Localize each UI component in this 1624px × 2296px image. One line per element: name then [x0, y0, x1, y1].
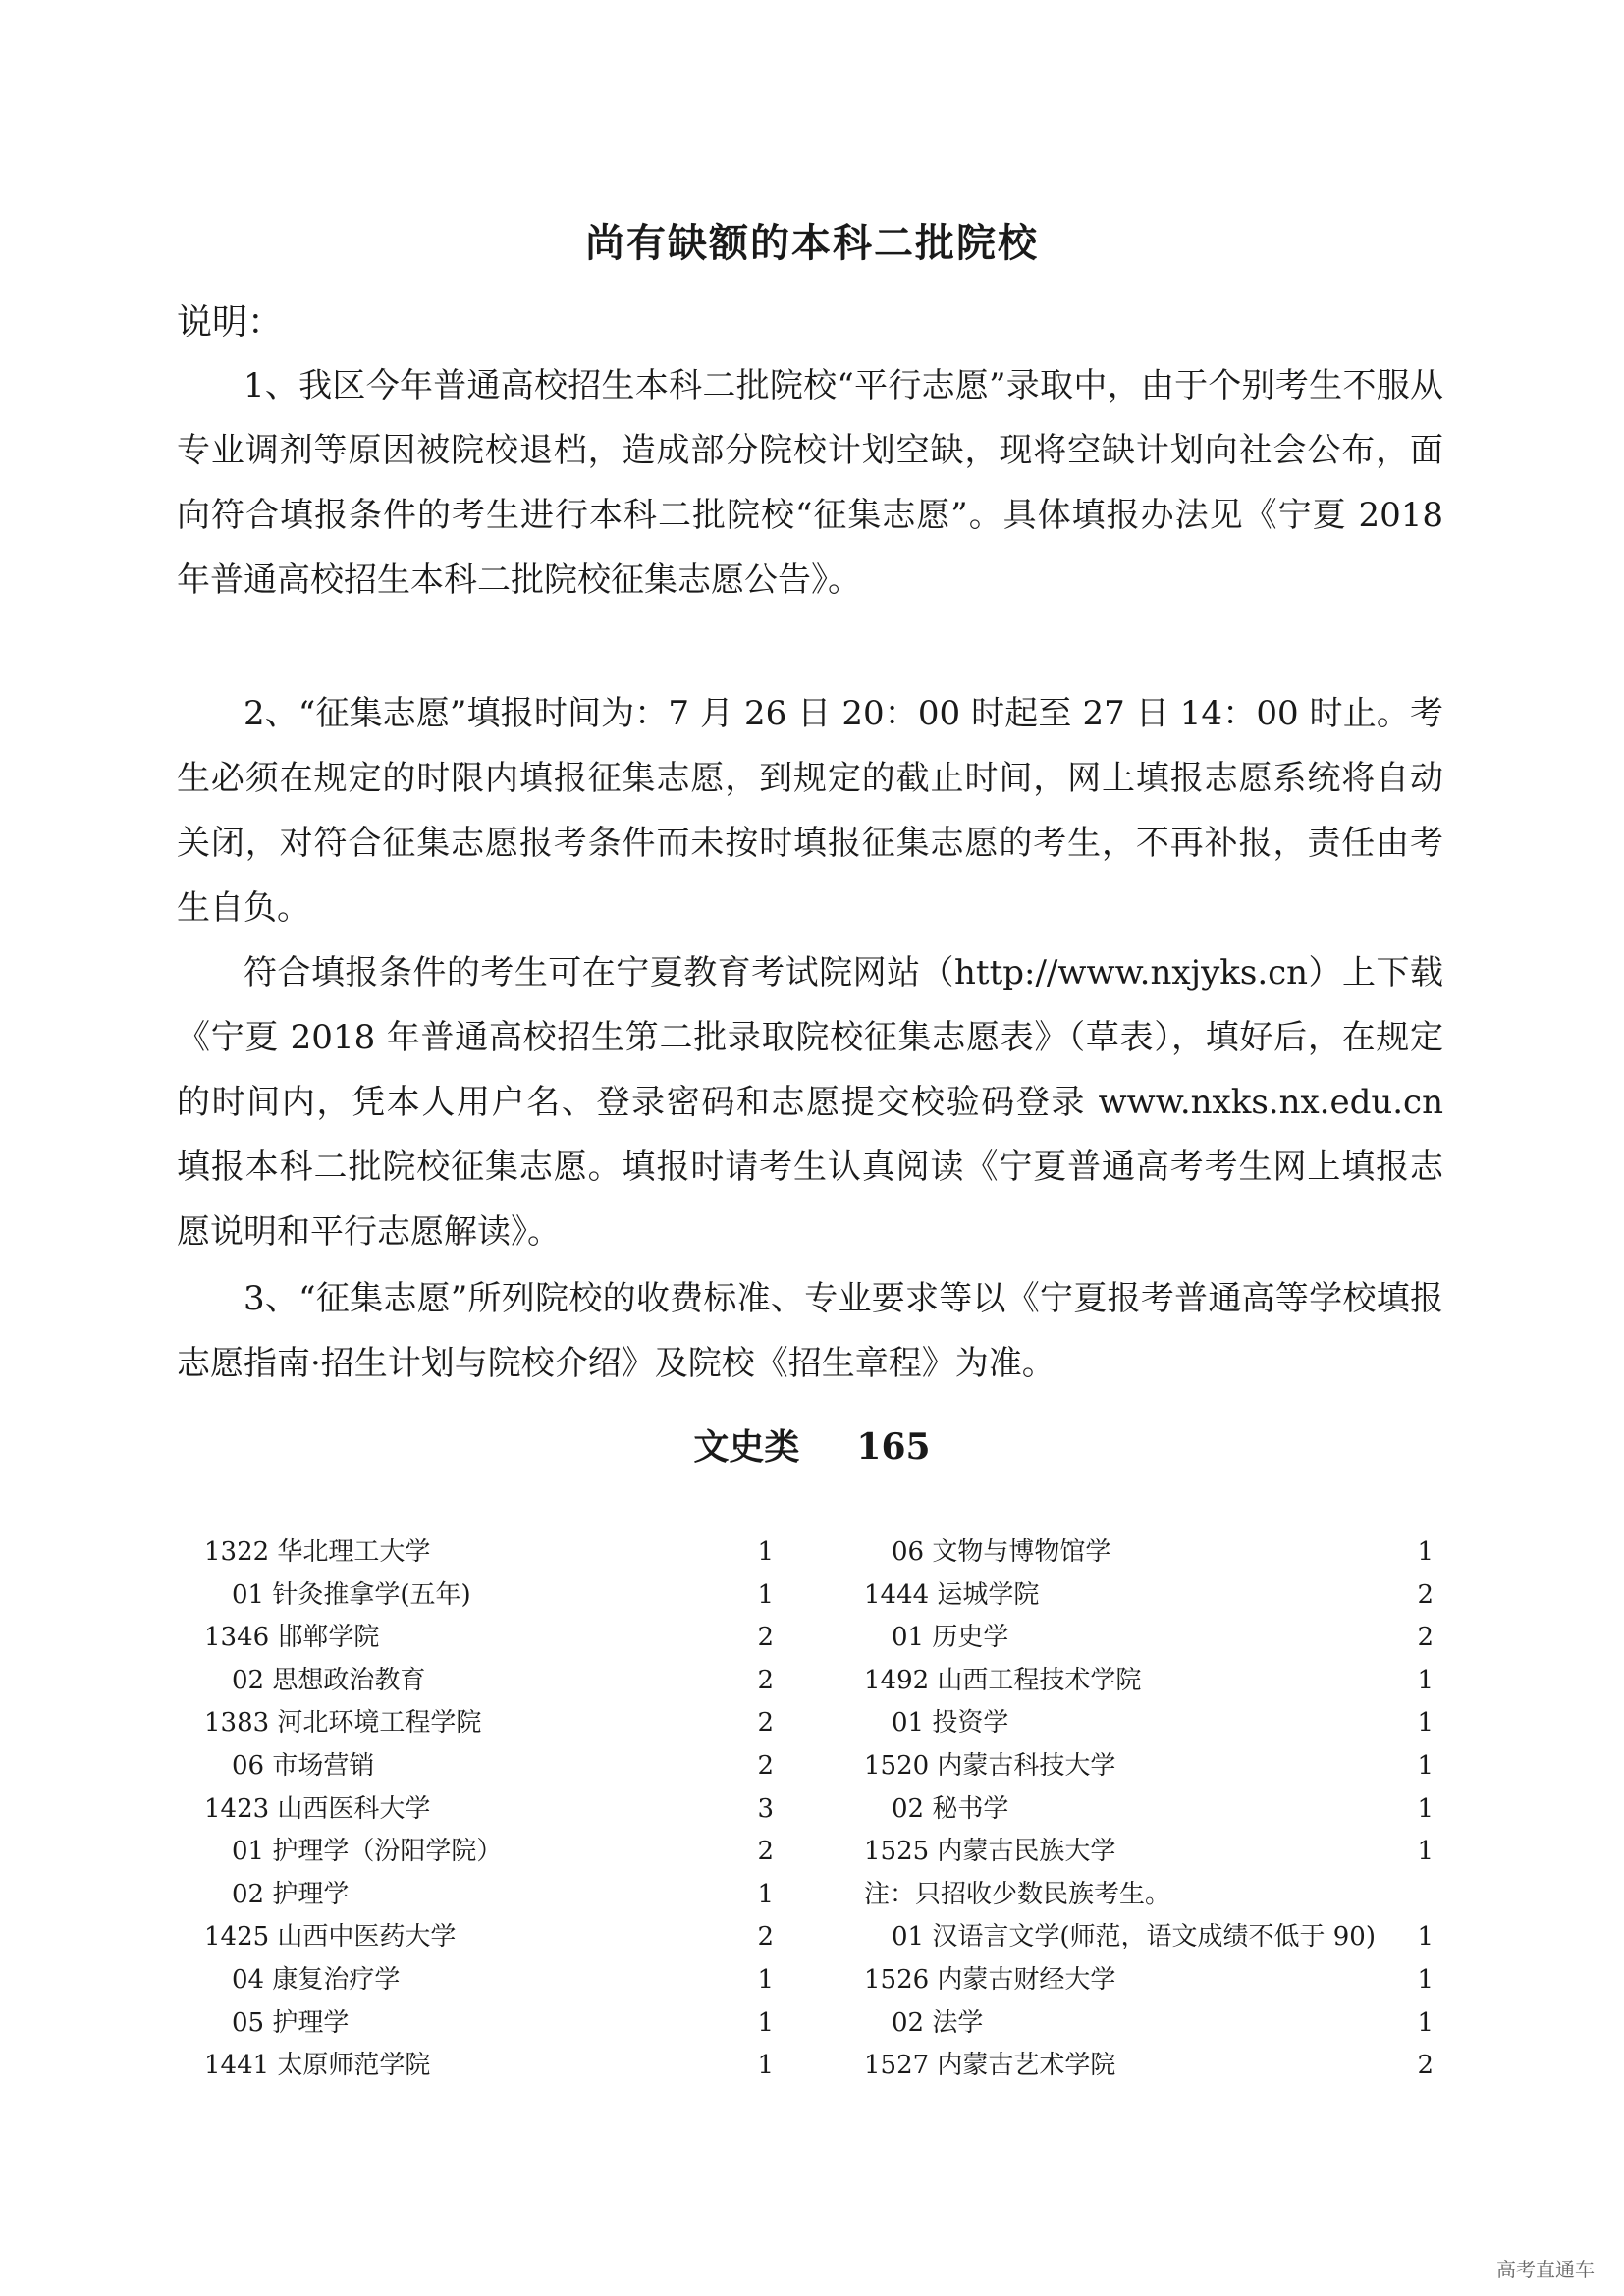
list-item — [864, 1702, 1434, 1745]
list-item-name: 02 法学 — [892, 2007, 984, 2038]
list-item — [864, 1831, 1434, 1874]
list-item — [864, 1531, 1434, 1575]
list-item-count: 3 — [757, 1793, 774, 1824]
category-heading — [0, 1419, 1624, 1469]
list-item — [204, 1959, 774, 2002]
list-item-name: 02 护理学 — [232, 1879, 350, 1909]
list-item-name: 1525 内蒙古民族大学 — [864, 1837, 1116, 1867]
list-item-count: 1 — [1417, 2007, 1434, 2038]
list-item-name: 01 历史学 — [892, 1623, 1009, 1653]
list-item-name: 01 针灸推拿学(五年) — [232, 1579, 471, 1610]
list-item — [864, 1789, 1434, 1832]
list-item-count: 1 — [1417, 1964, 1434, 1995]
list-item-name: 04 康复治疗学 — [232, 1964, 401, 1995]
paragraph-3: 符合填报条件的考生可在宁夏教育考试院网站（http://www.nxjyks.cn）上下载《宁夏 2018 年普通高校招生第二批录取院校征集志愿表》（草表），填好后，在规定的时间内，凭本人用户名、登录密码和志愿提交校验码登录 www.nxks.nx.edu.cn 填报本科二批院校征集志愿。填报时请考生认真阅读《宁夏普通高考考生网上填报志愿说明和平行志愿解读》。 — [177, 953, 1443, 1252]
list-item-count: 1 — [757, 1879, 774, 1909]
paragraph-4: 3、“征集志愿”所列院校的收费标准、专业要求等以《宁夏报考普通高等学校填报志愿指南·招生计划与院校介绍》及院校《招生章程》为准。 — [177, 1279, 1443, 1383]
list-item-name: 1322 华北理工大学 — [204, 1537, 431, 1567]
list-item-count: 1 — [757, 1537, 774, 1567]
list-item-name: 1383 河北环境工程学院 — [204, 1708, 482, 1738]
list-item — [204, 1702, 774, 1745]
list-item-name: 1444 运城学院 — [864, 1579, 1040, 1610]
list-item-count: 1 — [1417, 1837, 1434, 1867]
list-item — [204, 1745, 774, 1789]
list-item-name: 01 汉语言文学(师范，语文成绩不低于 90) — [892, 1922, 1376, 1952]
list-item-name: 01 投资学 — [892, 1708, 1009, 1738]
page-title: 尚有缺额的本科二批院校 — [585, 220, 1039, 266]
list-item — [204, 2002, 774, 2046]
list-item-count: 1 — [1417, 1537, 1434, 1567]
list-item-name: 1423 山西医科大学 — [204, 1793, 431, 1824]
left-column-list — [204, 1531, 774, 2088]
list-item — [204, 1916, 774, 1959]
list-item-count: 2 — [757, 1837, 774, 1867]
list-item — [864, 1575, 1434, 1618]
category-name: 文史类 — [693, 1426, 800, 1468]
list-item — [864, 1745, 1434, 1789]
list-item — [204, 1575, 774, 1618]
list-item-name: 1425 山西中医药大学 — [204, 1922, 457, 1952]
list-item — [864, 1916, 1434, 1959]
list-item-count: 2 — [1417, 1623, 1434, 1653]
list-item-count: 2 — [1417, 1579, 1434, 1610]
right-column-list — [864, 1531, 1434, 2088]
paragraph-1: 1、我区今年普通高校招生本科二批院校“平行志愿”录取中，由于个别考生不服从专业调剂等原因被院校退档，造成部分院校计划空缺，现将空缺计划向社会公布，面向符合填报条件的考生进行本科二批院校“征集志愿”。具体填报办法见《宁夏 2018 年普通高校招生本科二批院校征集志愿公告》。 — [177, 366, 1443, 600]
list-item-name: 1527 内蒙古艺术学院 — [864, 2051, 1116, 2081]
list-item-name: 1441 太原师范学院 — [204, 2051, 431, 2081]
list-item — [864, 1660, 1434, 1703]
list-item-count: 1 — [757, 2051, 774, 2081]
list-item-name: 1526 内蒙古财经大学 — [864, 1964, 1116, 1995]
list-item-name: 注：只招收少数民族考生。 — [864, 1879, 1171, 1909]
category-count: 165 — [856, 1426, 931, 1468]
list-item-name: 01 护理学（汾阳学院） — [232, 1837, 503, 1867]
list-item-count: 2 — [757, 1750, 774, 1781]
list-item — [204, 1531, 774, 1575]
list-item — [204, 1874, 774, 1917]
list-item — [204, 1617, 774, 1660]
list-item — [864, 1874, 1434, 1917]
list-item — [204, 1789, 774, 1832]
list-item-count: 2 — [1417, 2051, 1434, 2081]
list-item — [864, 2045, 1434, 2088]
list-item-name: 02 思想政治教育 — [232, 1665, 426, 1695]
list-item-count: 1 — [1417, 1922, 1434, 1952]
intro-label: 说明： — [177, 302, 284, 343]
list-item-count: 2 — [757, 1708, 774, 1738]
paragraph-2: 2、“征集志愿”填报时间为：7 月 26 日 20：00 时起至 27 日 14：00 时止。考生必须在规定的时限内填报征集志愿，到规定的截止时间，网上填报志愿系统将自动关闭，对符合征集志愿报考条件而未按时填报征集志愿的考生，不再补报，责任由考生自负。 — [177, 694, 1443, 928]
list-item — [204, 2045, 774, 2088]
list-item-name: 06 文物与博物馆学 — [892, 1537, 1111, 1567]
watermark: 高考直通车 — [1496, 2258, 1595, 2281]
list-item-name: 02 秘书学 — [892, 1793, 1009, 1824]
list-item-count: 1 — [757, 2007, 774, 2038]
list-item — [864, 1617, 1434, 1660]
list-item-count: 1 — [1417, 1708, 1434, 1738]
list-item-name: 1520 内蒙古科技大学 — [864, 1750, 1116, 1781]
list-item-name: 06 市场营销 — [232, 1750, 375, 1781]
list-item — [864, 2002, 1434, 2046]
list-item-count: 1 — [1417, 1665, 1434, 1695]
list-item-name: 1346 邯郸学院 — [204, 1623, 380, 1653]
list-item-name: 05 护理学 — [232, 2007, 350, 2038]
list-item — [204, 1831, 774, 1874]
list-item — [204, 1660, 774, 1703]
list-item-count: 1 — [1417, 1750, 1434, 1781]
list-item-count: 2 — [757, 1665, 774, 1695]
list-item-count: 1 — [757, 1964, 774, 1995]
list-item-count: 1 — [1417, 1793, 1434, 1824]
list-item-count: 2 — [757, 1623, 774, 1653]
list-item — [864, 1959, 1434, 2002]
list-item-count: 2 — [757, 1922, 774, 1952]
list-item-name: 1492 山西工程技术学院 — [864, 1665, 1142, 1695]
list-item-count: 1 — [757, 1579, 774, 1610]
